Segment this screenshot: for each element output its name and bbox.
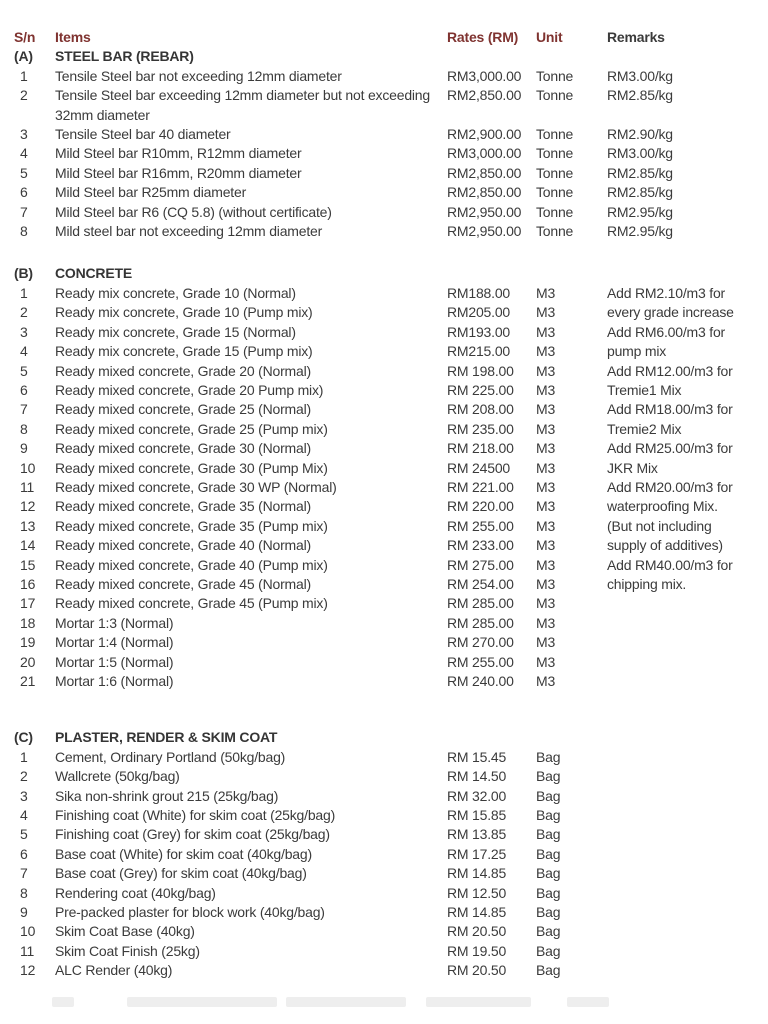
rate-value: RM 255.00 <box>447 653 514 670</box>
table-row <box>14 825 768 844</box>
rate-value: RM 13.85 <box>447 826 507 843</box>
unit-value: M3 <box>536 653 556 670</box>
rate-value <box>444 264 536 283</box>
table-row <box>14 144 768 163</box>
unit-value: Bag <box>536 962 561 979</box>
unit-value: Bag <box>536 845 561 862</box>
row-number: 2 <box>20 768 28 785</box>
rate-value: RM 285.00 <box>447 614 514 631</box>
unit-value: Bag <box>536 748 561 765</box>
item-name: Sika non-shrink grout 215 (25kg/bag) <box>55 787 279 804</box>
item-name: Finishing coat (Grey) for skim coat (25kg/bag) <box>55 826 330 843</box>
table-row <box>14 536 768 555</box>
unit-value: Bag <box>536 807 561 824</box>
row-number: 16 <box>20 575 36 592</box>
rate-value: RM 15.45 <box>447 748 507 765</box>
row-number: 2 <box>20 304 28 321</box>
unit-value: Bag <box>536 787 561 804</box>
item-name: Ready mixed concrete, Grade 35 (Pump mix) <box>55 517 328 534</box>
row-number: 11 <box>20 942 35 959</box>
section-header-row <box>14 264 768 283</box>
table-row <box>14 323 768 342</box>
table-row <box>14 203 768 222</box>
item-name: Ready mixed concrete, Grade 45 (Normal) <box>55 575 311 592</box>
rate-value: RM 20.50 <box>447 962 507 979</box>
table-row <box>14 497 768 516</box>
unit-value: Bag <box>536 826 561 843</box>
row-number: 6 <box>20 184 28 201</box>
unit-value: M3 <box>536 401 556 418</box>
remark-text <box>607 884 768 903</box>
remark-text <box>607 614 768 633</box>
item-name: Wallcrete (50kg/bag) <box>55 768 180 785</box>
row-number: 3 <box>20 126 28 143</box>
remark-text: RM2.85/kg <box>607 184 673 201</box>
item-name: Tensile Steel bar exceeding 12mm diameter but not exceeding 32mm diameter <box>55 87 430 123</box>
rate-value: RM2,850.00 <box>447 164 522 181</box>
unit-value: M3 <box>536 304 556 321</box>
row-number: 6 <box>20 845 28 862</box>
rate-value: RM 275.00 <box>447 556 514 573</box>
unit-value <box>536 47 607 66</box>
table-row <box>14 672 768 691</box>
row-number: 1 <box>20 284 28 301</box>
unit-value: Bag <box>536 904 561 921</box>
item-name: Skim Coat Finish (25kg) <box>55 942 200 959</box>
unit-value: M3 <box>536 595 556 612</box>
remark-text: RM2.95/kg <box>607 223 673 240</box>
row-number: 1 <box>20 67 28 84</box>
row-number: 5 <box>20 826 28 843</box>
row-number: 2 <box>20 87 28 104</box>
item-name: Mild Steel bar R16mm, R20mm diameter <box>55 164 302 181</box>
rate-value: RM 19.50 <box>447 942 507 959</box>
section-b <box>14 264 768 691</box>
unit-value: Tonne <box>536 145 574 162</box>
table-row <box>14 922 768 941</box>
rate-value: RM 15.85 <box>447 807 507 824</box>
rate-value: RM3,000.00 <box>447 67 522 84</box>
unit-value: Tonne <box>536 203 574 220</box>
rate-value: RM 12.50 <box>447 884 507 901</box>
rate-value: RM 20.50 <box>447 923 507 940</box>
rate-value: RM 270.00 <box>447 634 514 651</box>
table-row <box>14 342 768 361</box>
rate-value: RM 233.00 <box>447 537 514 554</box>
rate-value: RM205.00 <box>447 304 510 321</box>
remark-text <box>607 748 768 767</box>
remark-text: Tremie2 Mix <box>607 420 682 437</box>
faded-text-fragment <box>426 997 531 1007</box>
section-title: PLASTER, RENDER & SKIM COAT <box>55 729 278 746</box>
rate-value <box>444 47 536 66</box>
rate-value: RM 32.00 <box>447 787 507 804</box>
row-number: 10 <box>20 459 36 476</box>
section-title: STEEL BAR (REBAR) <box>55 48 194 65</box>
table-row <box>14 903 768 922</box>
item-name: Tensile Steel bar 40 diameter <box>55 126 231 143</box>
item-name: Mild Steel bar R10mm, R12mm diameter <box>55 145 302 162</box>
table-row <box>14 942 768 961</box>
row-number: 10 <box>20 923 36 940</box>
rate-value: RM 285.00 <box>447 595 514 612</box>
row-number: 4 <box>20 807 28 824</box>
unit-value: Tonne <box>536 164 574 181</box>
item-name: Mortar 1:6 (Normal) <box>55 673 174 689</box>
remark-text <box>607 825 768 844</box>
unit-value: M3 <box>536 634 556 651</box>
unit-value: Bag <box>536 942 561 959</box>
table-row <box>14 381 768 400</box>
item-name: Pre-packed plaster for block work (40kg/bag) <box>55 904 325 921</box>
section-letter: (C) <box>14 729 33 746</box>
table-row <box>14 459 768 478</box>
item-name: Mild Steel bar R6 (CQ 5.8) (without certificate) <box>55 203 332 220</box>
remark-text <box>607 845 768 864</box>
unit-value: Tonne <box>536 87 574 104</box>
rate-value: RM193.00 <box>447 323 510 340</box>
item-name: Mortar 1:5 (Normal) <box>55 653 174 670</box>
faded-text-fragment <box>52 997 74 1007</box>
remark-text <box>607 672 768 691</box>
remark-text: pump mix <box>607 343 667 360</box>
table-row <box>14 614 768 633</box>
table-row <box>14 125 768 144</box>
rate-value: RM 254.00 <box>447 575 514 592</box>
remark-text: RM2.90/kg <box>607 126 673 143</box>
unit-value <box>536 264 607 283</box>
unit-value: M3 <box>536 673 556 689</box>
unit-value: M3 <box>536 420 556 437</box>
row-number: 14 <box>20 537 36 554</box>
row-number: 5 <box>20 362 28 379</box>
table-row <box>14 594 768 613</box>
item-name: Ready mixed concrete, Grade 20 Pump mix) <box>55 381 324 398</box>
remark-text: RM3.00/kg <box>607 145 673 162</box>
remark-text: waterproofing Mix. <box>607 498 718 515</box>
remark-text <box>607 47 768 66</box>
remark-text: supply of additives) <box>607 537 723 554</box>
remark-text <box>607 653 768 672</box>
table-row <box>14 164 768 183</box>
row-number: 17 <box>20 595 36 612</box>
table-row <box>14 420 768 439</box>
item-name: Rendering coat (40kg/bag) <box>55 884 216 901</box>
rate-value: RM2,950.00 <box>447 203 522 220</box>
unit-value: M3 <box>536 381 556 398</box>
rate-value: RM 14.85 <box>447 865 507 882</box>
item-name: Ready mixed concrete, Grade 40 (Normal) <box>55 537 311 554</box>
unit-value: M3 <box>536 614 556 631</box>
row-number: 19 <box>20 634 36 651</box>
item-name: Tensile Steel bar not exceeding 12mm diameter <box>55 67 342 84</box>
remark-text: Add RM40.00/m3 for <box>607 556 733 573</box>
row-number: 8 <box>20 884 28 901</box>
table-row <box>14 362 768 381</box>
unit-value <box>536 728 607 747</box>
rate-value: RM 17.25 <box>447 845 507 862</box>
remark-text <box>607 594 768 613</box>
remark-text <box>607 633 768 652</box>
column-header-rates: Rates (RM) <box>447 29 519 45</box>
item-name: Mild steel bar not exceeding 12mm diameter <box>55 223 323 240</box>
row-number: 18 <box>20 614 36 631</box>
item-name: Mortar 1:3 (Normal) <box>55 614 174 631</box>
unit-value: M3 <box>536 459 556 476</box>
item-name: Ready mixed concrete, Grade 30 (Normal) <box>55 440 311 457</box>
item-name: Ready mixed concrete, Grade 30 (Pump Mix) <box>55 459 328 476</box>
unit-value: M3 <box>536 343 556 360</box>
row-number: 12 <box>20 962 36 979</box>
remark-text <box>607 767 768 786</box>
section-title: CONCRETE <box>55 265 132 282</box>
row-number: 5 <box>20 164 28 181</box>
faded-cutoff-row <box>14 994 768 1010</box>
column-header-sn: S/n <box>14 29 36 45</box>
row-number: 1 <box>20 748 28 765</box>
rate-value: RM2,950.00 <box>447 223 522 240</box>
row-number: 3 <box>20 323 28 340</box>
section-letter: (A) <box>14 48 33 65</box>
table-row <box>14 303 768 322</box>
remark-text: every grade increase <box>607 304 734 321</box>
row-number: 13 <box>20 517 36 534</box>
rate-value: RM 14.50 <box>447 768 507 785</box>
column-header-unit: Unit <box>536 29 563 45</box>
remark-text <box>607 728 768 747</box>
row-number: 7 <box>20 401 28 418</box>
row-number: 4 <box>20 145 28 162</box>
rate-value: RM 221.00 <box>447 478 514 495</box>
table-row <box>14 806 768 825</box>
remark-text: RM2.85/kg <box>607 164 673 181</box>
item-name: Ready mix concrete, Grade 10 (Pump mix) <box>55 304 313 321</box>
item-name: Ready mixed concrete, Grade 25 (Normal) <box>55 401 311 418</box>
unit-value: M3 <box>536 362 556 379</box>
table-body <box>14 47 768 980</box>
table-row <box>14 400 768 419</box>
table-row <box>14 478 768 497</box>
unit-value: M3 <box>536 440 556 457</box>
rate-value <box>444 728 536 747</box>
item-name: Ready mixed concrete, Grade 20 (Normal) <box>55 362 311 379</box>
table-row <box>14 845 768 864</box>
faded-text-fragment <box>567 997 609 1007</box>
remark-text: Add RM18.00/m3 for <box>607 401 733 418</box>
table-row <box>14 633 768 652</box>
remark-text <box>607 864 768 883</box>
table-row <box>14 517 768 536</box>
remark-text <box>607 903 768 922</box>
item-name: Ready mixed concrete, Grade 40 (Pump mix) <box>55 556 328 573</box>
remark-text: RM3.00/kg <box>607 67 673 84</box>
item-name: Cement, Ordinary Portland (50kg/bag) <box>55 748 286 765</box>
unit-value: Bag <box>536 884 561 901</box>
table-row <box>14 222 768 241</box>
unit-value: M3 <box>536 517 556 534</box>
rate-value: RM2,850.00 <box>447 184 522 201</box>
faded-text-fragment <box>286 997 406 1007</box>
column-header-remarks: Remarks <box>607 29 665 45</box>
rate-value: RM 225.00 <box>447 381 514 398</box>
remark-text: chipping mix. <box>607 575 687 592</box>
unit-value: Bag <box>536 768 561 785</box>
item-name: Ready mix concrete, Grade 15 (Normal) <box>55 323 296 340</box>
remark-text <box>607 806 768 825</box>
rate-value: RM215.00 <box>447 343 510 360</box>
item-name: Mild Steel bar R25mm diameter <box>55 184 247 201</box>
rate-value: RM 24500 <box>447 459 510 476</box>
remark-text: RM2.85/kg <box>607 87 673 104</box>
table-row <box>14 67 768 86</box>
unit-value: Tonne <box>536 126 574 143</box>
table-header-row <box>14 28 768 47</box>
rate-value: RM 255.00 <box>447 517 514 534</box>
table-row <box>14 961 768 980</box>
unit-value: Tonne <box>536 67 574 84</box>
remark-text: Add RM20.00/m3 for <box>607 478 733 495</box>
item-name: Ready mix concrete, Grade 15 (Pump mix) <box>55 343 313 360</box>
rate-value: RM 208.00 <box>447 401 514 418</box>
remark-text: (But not including <box>607 517 712 534</box>
row-number: 15 <box>20 556 36 573</box>
item-name: Skim Coat Base (40kg) <box>55 923 195 940</box>
section-a <box>14 47 768 241</box>
remark-text <box>607 942 768 961</box>
rate-value: RM 218.00 <box>447 440 514 457</box>
row-number: 9 <box>20 904 28 921</box>
unit-value: M3 <box>536 478 556 495</box>
table-row <box>14 439 768 458</box>
rate-value: RM2,900.00 <box>447 126 522 143</box>
rate-value: RM2,850.00 <box>447 87 522 104</box>
unit-value: M3 <box>536 556 556 573</box>
unit-value: Tonne <box>536 184 574 201</box>
row-number: 6 <box>20 381 28 398</box>
item-name: Base coat (Grey) for skim coat (40kg/bag) <box>55 865 307 882</box>
unit-value: M3 <box>536 498 556 515</box>
faded-text-fragment <box>127 997 277 1007</box>
column-header-items: Items <box>55 29 91 45</box>
item-name: Ready mixed concrete, Grade 35 (Normal) <box>55 498 311 515</box>
table-row <box>14 653 768 672</box>
item-name: Ready mixed concrete, Grade 45 (Pump mix) <box>55 595 328 612</box>
table-row <box>14 864 768 883</box>
rate-value: RM 198.00 <box>447 362 514 379</box>
section-c <box>14 728 768 980</box>
item-name: Finishing coat (White) for skim coat (25kg/bag) <box>55 807 336 824</box>
row-number: 20 <box>20 653 36 670</box>
remark-text: RM2.95/kg <box>607 203 673 220</box>
table-row <box>14 556 768 575</box>
row-number: 21 <box>20 673 36 689</box>
remark-text <box>607 787 768 806</box>
rate-value: RM 220.00 <box>447 498 514 515</box>
row-number: 12 <box>20 498 36 515</box>
section-header-row <box>14 728 768 747</box>
row-number: 11 <box>20 478 35 495</box>
remark-text: Tremie1 Mix <box>607 381 682 398</box>
remark-text: Add RM12.00/m3 for <box>607 362 733 379</box>
unit-value: Bag <box>536 923 561 940</box>
rate-value: RM 14.85 <box>447 904 507 921</box>
remark-text: Add RM2.10/m3 for <box>607 284 725 301</box>
item-name: Ready mixed concrete, Grade 30 WP (Normal) <box>55 478 337 495</box>
unit-value: M3 <box>536 537 556 554</box>
item-name: Base coat (White) for skim coat (40kg/bag) <box>55 845 312 862</box>
row-number: 8 <box>20 223 28 240</box>
remark-text: JKR Mix <box>607 459 658 476</box>
item-name: Ready mixed concrete, Grade 25 (Pump mix) <box>55 420 328 437</box>
unit-value: M3 <box>536 284 556 301</box>
remark-text: Add RM25.00/m3 for <box>607 440 733 457</box>
table-row <box>14 884 768 903</box>
table-row <box>14 183 768 202</box>
row-number: 3 <box>20 787 28 804</box>
unit-value: Bag <box>536 865 561 882</box>
remark-text <box>607 922 768 941</box>
table-row <box>14 86 768 125</box>
rate-value: RM3,000.00 <box>447 145 522 162</box>
item-name: Mortar 1:4 (Normal) <box>55 634 174 651</box>
table-row <box>14 767 768 786</box>
remark-text <box>607 961 768 980</box>
row-number: 9 <box>20 440 28 457</box>
section-letter: (B) <box>14 265 33 282</box>
remark-text: Add RM6.00/m3 for <box>607 323 725 340</box>
row-number: 4 <box>20 343 28 360</box>
rate-value: RM 240.00 <box>447 673 514 689</box>
unit-value: Tonne <box>536 223 574 240</box>
unit-value: M3 <box>536 575 556 592</box>
remark-text <box>607 264 768 283</box>
table-row <box>14 748 768 767</box>
row-number: 8 <box>20 420 28 437</box>
table-row <box>14 787 768 806</box>
rate-value: RM 235.00 <box>447 420 514 437</box>
table-row <box>14 575 768 594</box>
rate-value: RM188.00 <box>447 284 510 301</box>
section-header-row <box>14 47 768 66</box>
unit-value: M3 <box>536 323 556 340</box>
row-number: 7 <box>20 865 28 882</box>
item-name: ALC Render (40kg) <box>55 962 173 979</box>
table-row <box>14 284 768 303</box>
row-number: 7 <box>20 203 28 220</box>
item-name: Ready mix concrete, Grade 10 (Normal) <box>55 284 296 301</box>
